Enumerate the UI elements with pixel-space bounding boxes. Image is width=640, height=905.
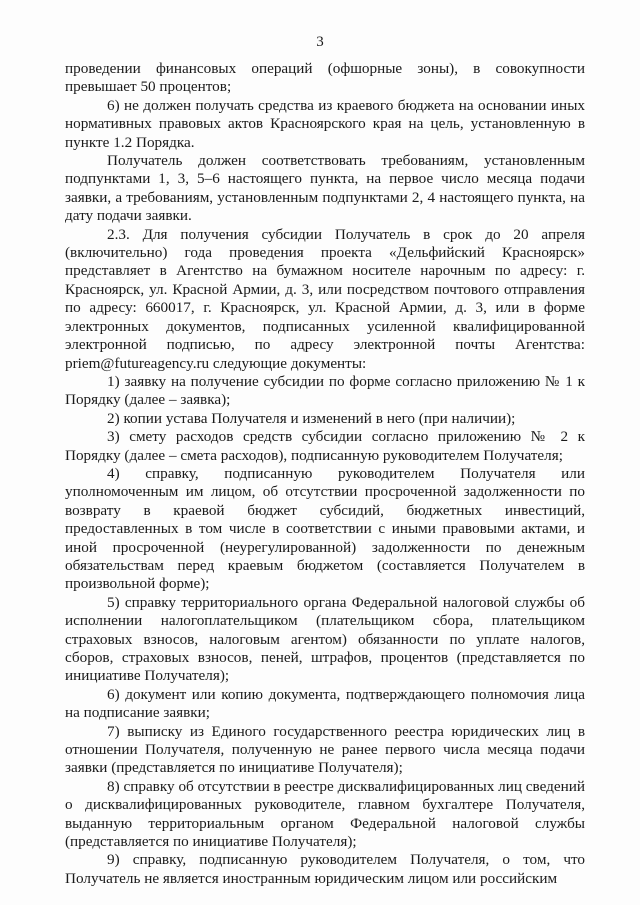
list-item-8: 8) справку об отсутствии в реестре дисквалифицированных лиц сведений о дисквалифицированных руководителе, главном бухгалтере Получателя, выданную территориальным органом Федеральной налоговой службы (представляется по инициативе Получателя); bbox=[65, 777, 585, 851]
list-item-1: 1) заявку на получение субсидии по форме согласно приложению № 1 к Порядку (далее – заявка); bbox=[65, 372, 585, 409]
paragraph-continuation: проведении финансовых операций (офшорные зоны), в совокупности превышает 50 процентов; bbox=[65, 60, 585, 96]
list-item-9: 9) справку, подписанную руководителем Получателя, о том, что Получатель не является иностранным юридическим лицом или российским bbox=[65, 851, 585, 887]
list-item-7: 7) выписку из Единого государственного реестра юридических лиц в отношении Получателя, полученную не ранее первого числа месяца подачи заявки (представляется по инициативе Получателя); bbox=[65, 722, 585, 777]
list-item-5: 5) справку территориального органа Федеральной налоговой службы об исполнении налогоплательщиком (плательщиком сбора, плательщиком страховых взносов, налоговым агентом) обязанности по уплате налогов, сборов, страховых взносов, пеней, штрафов, процентов (представляется по инициативе Получателя); bbox=[65, 593, 585, 685]
page-number: 3 bbox=[316, 34, 324, 50]
list-item-4: 4) справку, подписанную руководителем Получателя или уполномоченным им лицом, об отсутствии просроченной задолженности по возврату в краевой бюджет субсидий, бюджетных инвестиций, предоставленных в том числе в соответствии с иными правовыми актами, и иной просроченной (неурегулированной) задолженности по денежным обязательствам перед краевым бюджетом (составляется Получателем в произвольной форме); bbox=[65, 464, 585, 593]
paragraph-recipient-requirements: Получатель должен соответствовать требованиям, установленным подпунктами 1, 3, 5–6 настоящего пункта, на первое число месяца подачи заявки, а требованиям, установленным подпунктами 2, 4 настоящего пункта, на дату подачи заявки. bbox=[65, 152, 585, 225]
paragraph-subitem-6: 6) не должен получать средства из краевого бюджета на основании иных нормативных правовых актов Красноярского края на цель, установленную в пункте 1.2 Порядка. bbox=[65, 96, 585, 151]
paragraph-clause-2-3: 2.3. Для получения субсидии Получатель в срок до 20 апреля (включительно) года проведения проекта «Дельфийский Красноярск» представляет в Агентство на бумажном носителе нарочным по адресу: г. Красноярск, ул. Красной Армии, д. 3, или посредством почтового отправления по адресу: 660017, г. Красноярск, ул. Красной Армии, д. 3, или в форме электронных документов, подписанных усиленной квалифицированной электронной подписью, по адресу электронной почты Агентства: priem@futureagency.ru следующие документы: bbox=[65, 225, 585, 372]
list-item-3: 3) смету расходов средств субсидии согласно приложению № 2 к Порядку (далее – смета расходов), подписанную руководителем Получателя; bbox=[65, 428, 585, 464]
list-item-2: 2) копии устава Получателя и изменений в него (при наличии); bbox=[107, 409, 516, 427]
list-item-6: 6) документ или копию документа, подтверждающего полномочия лица на подписание заявки; bbox=[65, 685, 585, 722]
document-body bbox=[65, 60, 585, 888]
